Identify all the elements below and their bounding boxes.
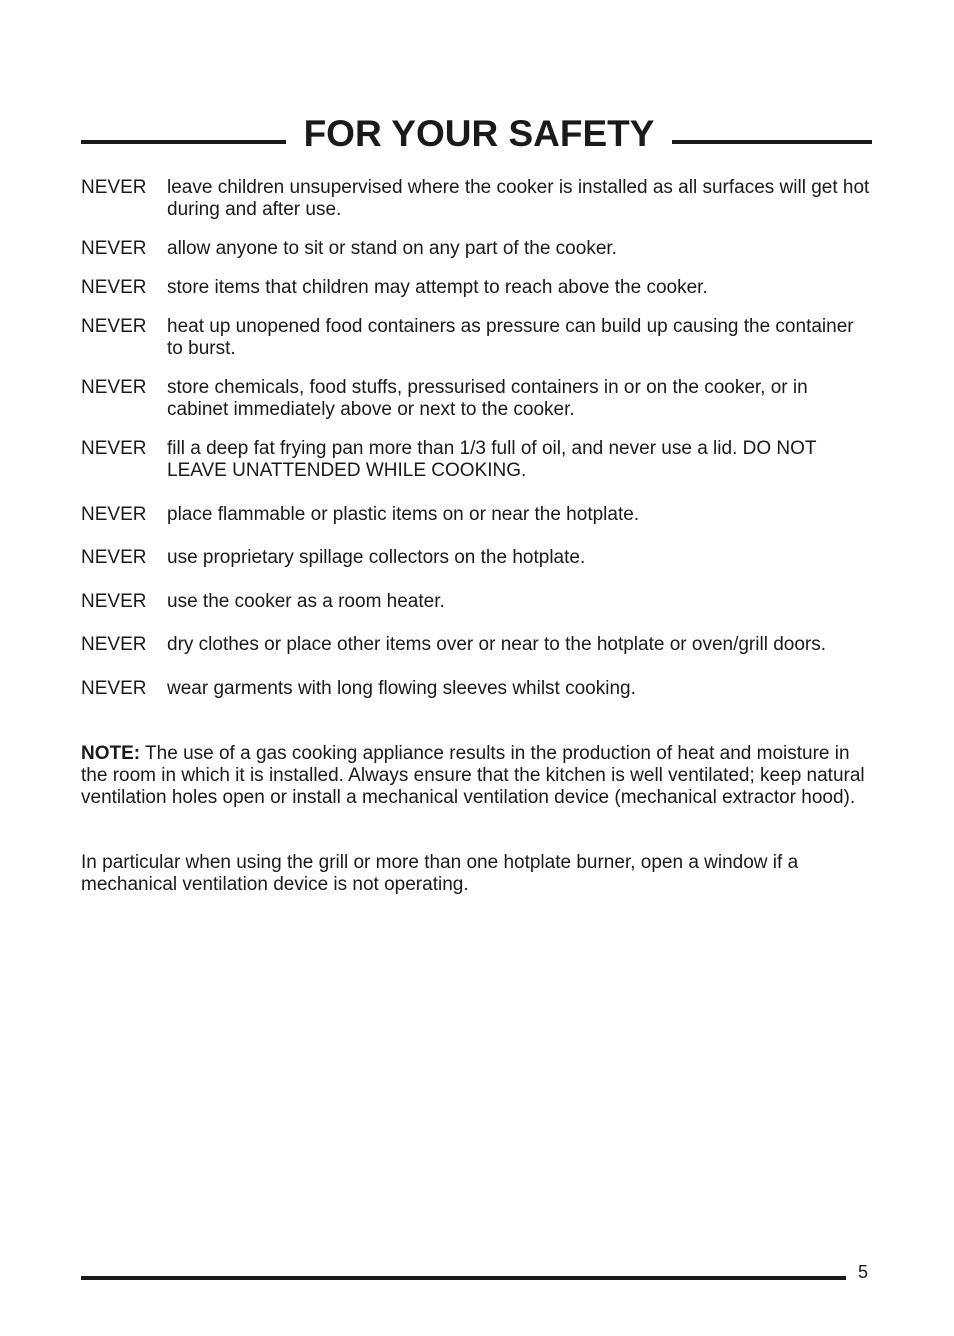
item-text: allow anyone to sit or stand on any part of the cooker.	[167, 238, 617, 259]
safety-item	[81, 547, 872, 569]
safety-item	[81, 504, 872, 526]
page-number: 5	[858, 1262, 869, 1282]
safety-list	[81, 177, 872, 700]
item-text: store chemicals, food stuffs, pressurised containers in or on the cooker, or in cabinet immediately above or next to the cooker.	[167, 377, 808, 420]
item-label: NEVER	[81, 591, 147, 612]
item-text: dry clothes or place other items over or near to the hotplate or oven/grill doors.	[167, 634, 827, 655]
item-text: wear garments with long flowing sleeves whilst cooking.	[167, 678, 636, 699]
title-rule-right	[672, 140, 872, 144]
safety-item	[81, 634, 872, 656]
item-label: NEVER	[81, 377, 147, 398]
item-label: NEVER	[81, 547, 147, 568]
item-text: use proprietary spillage collectors on the hotplate.	[167, 547, 586, 568]
safety-item	[81, 238, 872, 260]
item-label: NEVER	[81, 277, 147, 298]
ventilation-paragraph: In particular when using the grill or more than one hotplate burner, open a window if a mechanical ventilation device is not operating.	[81, 852, 799, 895]
item-label: NEVER	[81, 316, 147, 337]
item-text: use the cooker as a room heater.	[167, 591, 445, 612]
item-text: heat up unopened food containers as pressure can build up causing the container to burst.	[167, 316, 854, 359]
safety-item	[81, 177, 872, 221]
item-text: store items that children may attempt to reach above the cooker.	[167, 277, 708, 298]
title-rule-left	[81, 140, 286, 144]
note-label: NOTE:	[81, 743, 141, 764]
page-title: FOR YOUR SAFETY	[303, 113, 655, 154]
note-text: The use of a gas cooking appliance results in the production of heat and moisture in the room in which it is installed. Always ensure that the kitchen is well ventilated; keep natural ventilation holes open or install a mechanical ventilation device (mechanical extractor hood).	[81, 743, 865, 808]
item-label: NEVER	[81, 438, 147, 459]
safety-item	[81, 678, 872, 700]
safety-item	[81, 277, 872, 299]
item-label: NEVER	[81, 634, 147, 655]
title-row	[81, 108, 872, 160]
footer-rule	[81, 1276, 846, 1280]
safety-item	[81, 316, 872, 360]
note-paragraph	[81, 743, 872, 809]
item-text: place flammable or plastic items on or near the hotplate.	[167, 504, 640, 525]
item-text: leave children unsupervised where the cooker is installed as all surfaces will get hot during and after use.	[167, 177, 870, 220]
safety-item	[81, 377, 872, 421]
safety-item	[81, 591, 872, 613]
item-label: NEVER	[81, 678, 147, 699]
item-label: NEVER	[81, 238, 147, 259]
item-label: NEVER	[81, 177, 147, 198]
item-label: NEVER	[81, 504, 147, 525]
safety-item	[81, 438, 872, 482]
item-text: fill a deep fat frying pan more than 1/3 full of oil, and never use a lid. DO NOT LEAVE UNATTENDED WHILE COOKING.	[167, 438, 817, 481]
